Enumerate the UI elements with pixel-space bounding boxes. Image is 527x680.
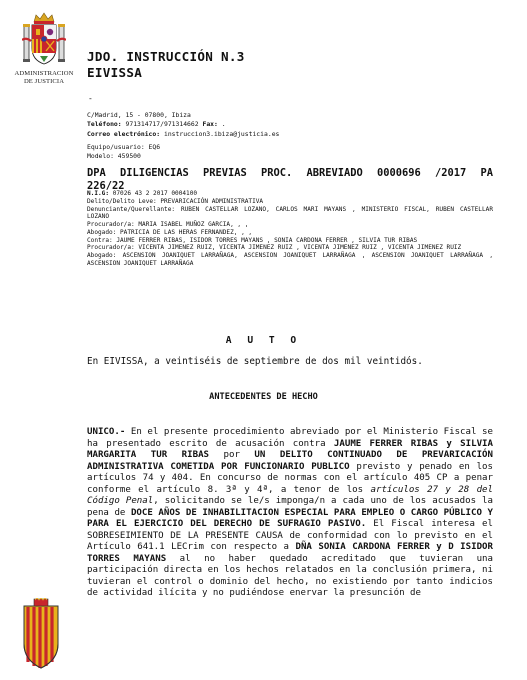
body-s10: El Fiscal interesa el SOBRESEIMIENTO DE LA PRESENTE CAUSA de conformidad con lo previsto en el Artículo 641.1 LECrim con respecto a (87, 519, 493, 552)
address-line: C/Madrid, 15 - 07800, Ibiza (87, 111, 191, 119)
body-s11: DÑA SONIA CARDONA FERRER y D ISIDOR TORRES MAYANS (87, 542, 494, 564)
nig-label: N.I.G: (87, 190, 110, 197)
court-name: JDO. INSTRUCCIÓN N.3 (87, 49, 245, 64)
separator-dash: - (88, 94, 93, 103)
crime-line: Delito/Delito Leve: PREVARICACIÓN ADMINISTRATIVA (87, 197, 264, 205)
fax-label: Fax: (202, 120, 218, 129)
procurator2-line: Procurador/a: VICENTA JIMENEZ RUIZ, VICENTA JIMENEZ RUIZ , VICENTA JIMENEZ RUIZ , VICENTA JIMENEZ RUIZ (87, 244, 462, 252)
case-title: DPA DILIGENCIAS PREVIAS PROC. ABREVIADO 0000696 /2017 PA (87, 167, 493, 179)
case-details (87, 190, 493, 268)
court-city: EIVISSA (87, 65, 143, 80)
body-s2: En el presente procedimiento abreviado por el Ministerio Fiscal se ha presentado escrito de acusación contra (87, 427, 493, 449)
balearic-islands-flag-icon (22, 598, 60, 670)
body-paragraph (87, 427, 493, 600)
complainant-line: Denunciante/Querellante: RUBEN CASTELLAR LOZANO, CARLOS MARI MAYANS , MINISTERIO FISCAL, RUBEN CASTELLAR LOZANO (87, 205, 493, 221)
case-number: 226/22 (87, 180, 125, 192)
seal-caption (14, 70, 74, 86)
body-s9: DOCE AÑOS DE INHABILITACION ESPECIAL PARA EMPLEO O CARGO PÚBLICO Y PARA EL EJERCICIO DEL DERECHO DE SUFRAGIO PASIVO. (87, 507, 493, 529)
nig-value: 07026 43 2 2017 0004100 (112, 190, 198, 197)
date-line: En EIVISSA, a veintiséis de septiembre de dos mil veintidós. (87, 356, 423, 367)
fax-value: . (221, 120, 226, 129)
body-s8: , solicitando se le/s imponga/n a cada uno de los acusados la pena de (87, 496, 493, 518)
nig-line (87, 190, 493, 198)
against-line: Contra: JAUME FERRER RIBAS, ISIDOR TORRES MAYANS , SONIA CARDONA FERRER , SILVIA TUR RIBAS (87, 236, 418, 244)
body-s7: artículos 27 y 28 del Código Penal (87, 484, 493, 506)
seal-caption-line-1: ADMINISTRACION (14, 70, 74, 77)
team-line: Equipo/usuario: EQ6 (87, 143, 161, 151)
body-s3: JAUME FERRER RIBAS y SILVIA MARGARITA TUR RIBAS (87, 438, 494, 460)
auto-heading: A U T O (225, 335, 302, 346)
email-line (87, 130, 279, 139)
court-header (87, 49, 245, 81)
phone-label: Teléfono: (87, 120, 122, 129)
balearic-emblem (22, 598, 60, 674)
lawyer-line: Abogado: PATRICIA DE LAS HERAS FERNANDEZ, , , (87, 228, 253, 236)
contact-block (87, 111, 279, 139)
body-s5: UN DELITO CONTINUADO DE PREVARICACIÓN ADMINISTRATIVA COMETIDA POR FUNCIONARIO PUBLICO (87, 450, 494, 472)
team-block (87, 143, 160, 162)
model-line: Modelo: 459500 (87, 152, 141, 161)
body-s12: al no haber quedado acreditado que tuvieran una participación directa en los hechos relatados en la conclusión primera, ni tuvieran el control o dominio del hecho, no existiendo por tanto indicios de actividad ilícita y no pudiéndose enervar la presunción de (87, 553, 493, 598)
seal-caption-line-2: DE JUSTICIA (23, 78, 65, 85)
body-s1: UNICO.- (87, 427, 126, 437)
email-value: instruccion3.ibiza@justicia.es (163, 129, 280, 138)
lawyer2-line: Abogado: ASCENSION JOANIQUET LARRAÑAGA, ASCENSION JOANIQUET LARRAÑAGA , ASCENSION JOANIQUET LARRAÑAGA , ASCENSION JOANIQUET LARRAÑAGA (87, 252, 493, 267)
procurator-line: Procurador/a: MARIA ISABEL MUÑOZ GARCIA, , , (87, 221, 249, 228)
spain-coat-of-arms-icon (22, 10, 66, 68)
body-s6: previsto y penado en los artículos 74 y 404. En concurso de normas con el artículo 405 CP a penar conforme el artículo 8. 3ª y 4ª, a tenor de los (87, 461, 494, 495)
body-s4: por (209, 450, 255, 460)
justice-administration-seal (14, 10, 74, 86)
email-label: Correo electrónico: (87, 129, 161, 138)
phone-line (87, 120, 279, 129)
phone-value: 971314717/971314662 (125, 120, 199, 129)
section-heading: ANTECEDENTES DE HECHO (209, 392, 318, 402)
